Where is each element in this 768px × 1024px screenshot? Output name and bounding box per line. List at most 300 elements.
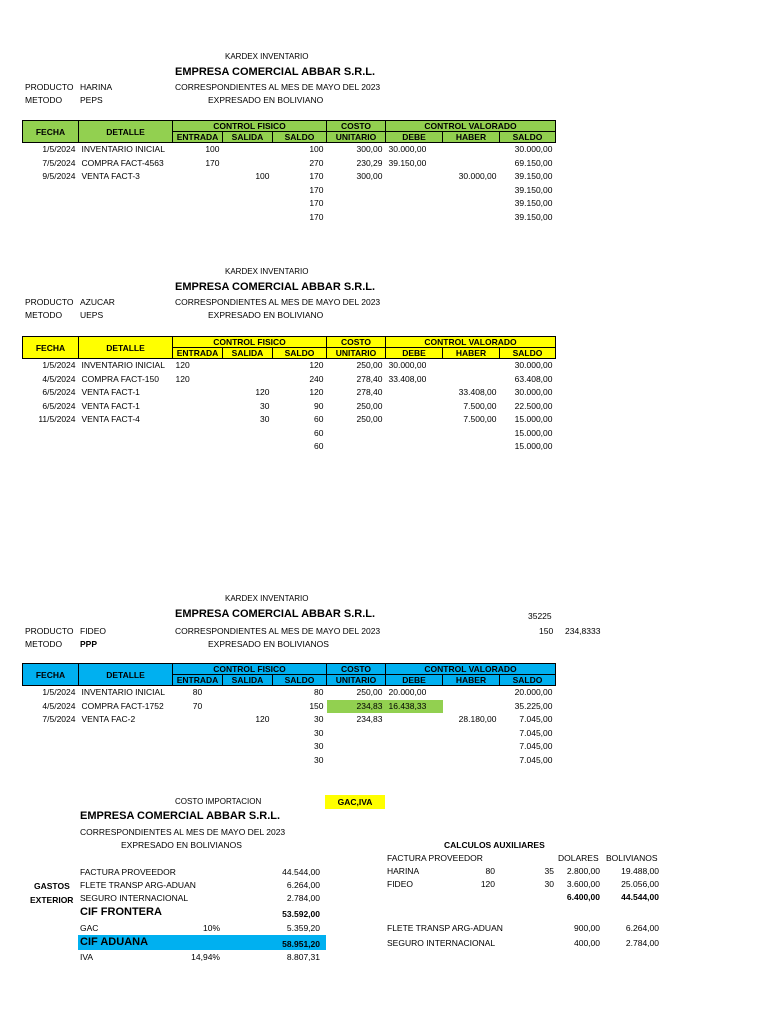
cell-debe (386, 727, 443, 741)
kardex3-table (22, 663, 556, 767)
cell-haber (443, 373, 500, 387)
cell-haber (443, 754, 500, 768)
table-row (23, 713, 556, 727)
aux-flete-usd: 900,00 (574, 923, 600, 933)
kardex1-expr: EXPRESADO EN BOLIVIANO (208, 95, 324, 105)
col-debe: DEBE (386, 348, 443, 359)
kardex3-side-avg: 234,8333 (565, 626, 601, 636)
kardex2-title: KARDEX INVENTARIO (225, 267, 309, 276)
cell-detalle (79, 197, 173, 211)
cell-saldo: 30 (314, 741, 324, 751)
aux-harina-price: 35 (544, 866, 554, 876)
col-control-fisico: CONTROL FISICO (173, 664, 327, 675)
cell-entrada: 120 (175, 360, 190, 370)
cell-detalle: VENTA FACT-1 (81, 400, 140, 411)
cell-fecha (23, 184, 79, 198)
cell-salida (223, 184, 273, 198)
cell-vsaldo: 20.000,00 (514, 687, 553, 697)
aux-fideo-usd: 3.600,00 (566, 879, 600, 889)
cell-costo-highlighted: 234,83 (327, 700, 386, 714)
cell-vsaldo: 39.150,00 (514, 184, 553, 195)
cell-detalle (79, 211, 173, 225)
cell-debe (386, 400, 443, 414)
kardex3-metodo: PPP (80, 639, 98, 649)
table-row (23, 413, 556, 427)
cell-haber (443, 727, 500, 741)
factura-proveedor-label: FACTURA PROVEEDOR (80, 867, 176, 877)
col-fecha: FECHA (23, 664, 79, 686)
aux-seguro-usd: 400,00 (574, 938, 600, 948)
cell-haber (443, 197, 500, 211)
kardex1-metodo: PEPS (80, 95, 103, 105)
cell-saldo: 60 (314, 414, 324, 424)
cell-fecha: 7/5/2024 (42, 157, 76, 168)
cell-costo: 278,40 (356, 373, 383, 384)
cell-fecha (23, 727, 79, 741)
aux-fideo-qty: 120 (480, 879, 495, 889)
table-row (23, 170, 556, 184)
cell-debe: 33.408,00 (388, 373, 427, 384)
cell-vsaldo: 15.000,00 (514, 414, 553, 424)
col-control-valorado: CONTROL VALORADO (386, 664, 556, 675)
cell-haber (443, 440, 500, 454)
cell-costo: 300,00 (356, 144, 383, 154)
cell-debe (386, 197, 443, 211)
cell-debe: 20.000,00 (388, 687, 427, 697)
flete-value: 6.264,00 (286, 880, 320, 890)
table-row (23, 184, 556, 198)
table-row (23, 727, 556, 741)
cell-saldo: 90 (314, 400, 324, 411)
cell-fecha: 7/5/2024 (42, 714, 76, 724)
cell-saldo: 120 (309, 387, 324, 397)
cell-vsaldo: 35.225,00 (514, 700, 553, 711)
col-debe: DEBE (386, 675, 443, 686)
col-salida: SALIDA (223, 132, 273, 143)
kardex2-period: CORRESPONDIENTES AL MES DE MAYO DEL 2023 (175, 297, 381, 307)
cell-costo: 250,00 (356, 360, 383, 370)
col-haber: HABER (443, 675, 500, 686)
cell-entrada: 80 (192, 687, 203, 697)
col-saldo: SALDO (273, 348, 327, 359)
cell-salida (223, 700, 273, 714)
cell-fecha (23, 197, 79, 211)
cell-detalle: VENTA FACT-1 (81, 387, 140, 397)
kardex3-producto-label: PRODUCTO (25, 626, 74, 636)
cell-debe (386, 713, 443, 727)
cell-haber: 33.408,00 (458, 387, 497, 397)
kardex2-metodo-label: METODO (25, 310, 63, 320)
cell-saldo: 270 (309, 157, 324, 168)
cell-entrada (173, 211, 223, 225)
table-row (23, 211, 556, 225)
cell-vsaldo: 7.045,00 (519, 727, 553, 738)
kardex3-metodo-label: METODO (25, 639, 63, 649)
cell-detalle (79, 740, 173, 754)
table-row (23, 359, 556, 373)
col-saldo: SALDO (273, 132, 327, 143)
kardex2-company: EMPRESA COMERCIAL ABBAR S.R.L. (175, 281, 376, 293)
aux-dolares-label: DOLARES (558, 853, 599, 863)
kardex1-company: EMPRESA COMERCIAL ABBAR S.R.L. (175, 66, 376, 78)
importacion-period: CORRESPONDIENTES AL MES DE MAYO DEL 2023 (80, 827, 286, 837)
cell-entrada: 100 (205, 144, 220, 154)
table-row (23, 440, 556, 454)
cell-saldo: 100 (309, 144, 324, 154)
cell-detalle: INVENTARIO INICIAL (81, 144, 165, 154)
cell-debe (386, 170, 443, 184)
cell-salida (223, 427, 273, 441)
cell-detalle: VENTA FACT-4 (81, 414, 140, 424)
col-costo: COSTO (327, 664, 386, 675)
gac-iva-tag: GAC,IVA (325, 795, 385, 809)
gac-label: GAC (80, 923, 99, 933)
cell-entrada (173, 440, 223, 454)
gac-percent: 10% (202, 923, 220, 933)
kardex3-title: KARDEX INVENTARIO (225, 594, 309, 603)
aux-harina-usd: 2.800,00 (566, 866, 600, 876)
cell-saldo: 30 (314, 727, 324, 738)
seguro-label: SEGURO INTERNACIONAL (80, 893, 189, 903)
cell-entrada (173, 197, 223, 211)
cell-debe (386, 740, 443, 754)
aux-flete-label: FLETE TRANSP ARG-ADUAN (387, 923, 503, 933)
col-unitario: UNITARIO (327, 132, 386, 143)
cell-haber: 7.500,00 (463, 414, 497, 424)
cell-debe (386, 754, 443, 768)
cell-haber: 7.500,00 (463, 400, 497, 411)
cell-fecha (23, 740, 79, 754)
cell-detalle: VENTA FACT-3 (81, 171, 140, 181)
cell-salida (223, 197, 273, 211)
cell-salida (223, 440, 273, 454)
col-entrada: ENTRADA (173, 348, 223, 359)
cell-debe: 30.000,00 (388, 360, 427, 370)
cell-detalle (79, 754, 173, 768)
cell-entrada: 170 (205, 157, 220, 168)
table-row (23, 754, 556, 768)
cell-detalle (79, 440, 173, 454)
cell-fecha (23, 440, 79, 454)
aux-seguro-bs: 2.784,00 (625, 938, 659, 948)
kardex2-metodo: UEPS (80, 310, 104, 320)
cell-haber (443, 359, 500, 373)
table-row (23, 143, 556, 157)
kardex1-producto-label: PRODUCTO (25, 82, 74, 92)
table-row (23, 427, 556, 441)
aux-fideo-price: 30 (544, 879, 554, 889)
kardex1-title: KARDEX INVENTARIO (225, 52, 309, 61)
importacion-expr: EXPRESADO EN BOLIVIANOS (121, 840, 242, 850)
cell-saldo: 240 (309, 373, 324, 384)
table-row (23, 686, 556, 700)
kardex1-period: CORRESPONDIENTES AL MES DE MAYO DEL 2023 (175, 82, 381, 92)
cell-haber (443, 686, 500, 700)
cell-haber: 28.180,00 (458, 714, 497, 724)
cell-debe (386, 413, 443, 427)
cell-detalle (79, 427, 173, 441)
col-control-valorado: CONTROL VALORADO (386, 121, 556, 132)
cell-fecha (23, 211, 79, 225)
aux-seguro-label: SEGURO INTERNACIONAL (387, 938, 496, 948)
cell-detalle: INVENTARIO INICIAL (81, 360, 165, 370)
table-row (23, 197, 556, 211)
cell-fecha: 9/5/2024 (42, 171, 76, 181)
cell-debe (386, 211, 443, 225)
aux-bolivianos-label: BOLIVIANOS (606, 853, 658, 863)
cell-debe-highlighted: 16.438,33 (386, 700, 443, 714)
cell-costo: 230,29 (356, 157, 383, 168)
kardex1-table (22, 120, 556, 224)
cell-salida (223, 211, 273, 225)
gastos-label: GASTOS (34, 881, 70, 891)
cell-fecha: 4/5/2024 (42, 700, 76, 711)
col-saldo: SALDO (273, 675, 327, 686)
cell-vsaldo: 7.045,00 (519, 714, 553, 724)
cell-vsaldo: 15.000,00 (514, 441, 553, 451)
col-control-fisico: CONTROL FISICO (173, 337, 327, 348)
col-entrada: ENTRADA (173, 675, 223, 686)
cell-detalle: COMPRA FACT-1752 (81, 700, 164, 711)
col-vsaldo: SALDO (500, 348, 556, 359)
cell-debe: 39.150,00 (388, 157, 427, 168)
cell-entrada (173, 184, 223, 198)
factura-proveedor-value: 44.544,00 (282, 867, 320, 877)
cell-fecha: 11/5/2024 (38, 414, 76, 424)
col-entrada: ENTRADA (173, 132, 223, 143)
aux-flete-bs: 6.264,00 (625, 923, 659, 933)
cell-costo: 234,83 (356, 714, 383, 724)
col-detalle: DETALLE (79, 121, 173, 143)
iva-label: IVA (80, 952, 94, 962)
kardex2-expr: EXPRESADO EN BOLIVIANO (208, 310, 324, 320)
cell-salida: 30 (260, 400, 270, 411)
col-costo: COSTO (327, 337, 386, 348)
col-salida: SALIDA (223, 675, 273, 686)
col-salida: SALIDA (223, 348, 273, 359)
cell-salida: 120 (255, 387, 270, 397)
cell-detalle: COMPRA FACT-4563 (81, 157, 164, 168)
cell-salida (223, 373, 273, 387)
cell-haber (443, 211, 500, 225)
col-vsaldo: SALDO (500, 132, 556, 143)
col-detalle: DETALLE (79, 337, 173, 359)
cell-fecha: 6/5/2024 (42, 387, 76, 397)
cell-vsaldo: 39.150,00 (514, 171, 553, 181)
iva-value: 8.807,31 (286, 952, 320, 962)
cell-vsaldo: 30.000,00 (514, 387, 553, 397)
importacion-company: EMPRESA COMERCIAL ABBAR S.R.L. (80, 810, 281, 822)
kardex3-expr: EXPRESADO EN BOLIVIANOS (208, 639, 329, 649)
cell-entrada: 70 (192, 700, 203, 711)
kardex3-side-total: 35225 (528, 611, 552, 621)
cell-vsaldo: 22.500,00 (514, 400, 553, 411)
cell-vsaldo: 69.150,00 (514, 157, 553, 168)
col-haber: HABER (443, 132, 500, 143)
cell-fecha: 6/5/2024 (42, 400, 76, 411)
aux-total-bs: 44.544,00 (621, 892, 659, 902)
aux-harina-qty: 80 (485, 866, 495, 876)
table-row (23, 373, 556, 387)
aux-harina-label: HARINA (387, 866, 420, 876)
kardex3-company: EMPRESA COMERCIAL ABBAR S.R.L. (175, 608, 376, 620)
kardex2-producto: AZUCAR (80, 297, 115, 307)
cell-haber: 30.000,00 (458, 171, 497, 181)
cell-entrada (173, 400, 223, 414)
col-control-fisico: CONTROL FISICO (173, 121, 327, 132)
cell-salida (223, 754, 273, 768)
cell-vsaldo: 7.045,00 (519, 754, 553, 765)
cell-costo (327, 211, 386, 225)
cell-debe (386, 440, 443, 454)
cell-vsaldo: 30.000,00 (514, 360, 553, 370)
cell-salida: 100 (255, 171, 270, 181)
cell-vsaldo: 30.000,00 (514, 144, 553, 154)
cell-costo (327, 427, 386, 441)
cell-vsaldo: 63.408,00 (514, 373, 553, 384)
col-debe: DEBE (386, 132, 443, 143)
col-fecha: FECHA (23, 121, 79, 143)
cell-fecha: 4/5/2024 (42, 373, 76, 384)
cell-fecha (23, 754, 79, 768)
cell-entrada (173, 170, 223, 184)
cell-costo: 250,00 (356, 400, 383, 411)
table-row (23, 700, 556, 714)
cif-aduana-value: 58.951,20 (282, 939, 320, 949)
cell-salida (223, 686, 273, 700)
cell-saldo: 120 (309, 360, 324, 370)
cell-entrada (173, 386, 223, 400)
cell-fecha: 1/5/2024 (42, 144, 76, 154)
cell-detalle (79, 184, 173, 198)
cell-vsaldo: 7.045,00 (519, 741, 553, 751)
cell-fecha: 1/5/2024 (42, 687, 76, 697)
table-row (23, 740, 556, 754)
cell-saldo: 60 (314, 441, 324, 451)
cell-costo: 250,00 (356, 414, 383, 424)
exterior-label: EXTERIOR (30, 895, 74, 905)
cell-costo: 300,00 (356, 171, 383, 181)
table-row (23, 157, 556, 171)
col-control-valorado: CONTROL VALORADO (386, 337, 556, 348)
cell-costo (327, 740, 386, 754)
cell-entrada (173, 413, 223, 427)
aux-factura-label: FACTURA PROVEEDOR (387, 853, 483, 863)
cell-saldo: 170 (309, 211, 324, 222)
table-row (23, 400, 556, 414)
col-vsaldo: SALDO (500, 675, 556, 686)
cif-aduana-label: CIF ADUANA (80, 936, 149, 948)
col-detalle: DETALLE (79, 664, 173, 686)
cell-entrada (173, 427, 223, 441)
col-unitario: UNITARIO (327, 675, 386, 686)
cell-fecha: 1/5/2024 (42, 360, 76, 370)
cell-entrada: 120 (175, 373, 190, 384)
cell-debe (386, 427, 443, 441)
cell-vsaldo: 15.000,00 (514, 427, 553, 438)
auxiliares-title: CALCULOS AUXILIARES (444, 840, 545, 850)
cell-salida (223, 143, 273, 157)
kardex2-producto-label: PRODUCTO (25, 297, 74, 307)
cell-haber (443, 157, 500, 171)
cell-entrada (173, 754, 223, 768)
cell-fecha (23, 427, 79, 441)
cell-costo (327, 754, 386, 768)
cell-saldo: 170 (309, 184, 324, 195)
seguro-value: 2.784,00 (286, 893, 320, 903)
col-costo: COSTO (327, 121, 386, 132)
cell-entrada (173, 740, 223, 754)
cell-debe: 30.000,00 (388, 144, 427, 154)
cell-saldo: 170 (309, 198, 324, 208)
kardex3-period: CORRESPONDIENTES AL MES DE MAYO DEL 2023 (175, 626, 381, 636)
cell-detalle (79, 727, 173, 741)
cell-entrada (173, 713, 223, 727)
cell-entrada (173, 727, 223, 741)
gac-value: 5.359,20 (286, 923, 320, 933)
aux-fideo-label: FIDEO (387, 879, 413, 889)
importacion-title: COSTO IMPORTACION (175, 797, 262, 806)
aux-fideo-bs: 25.056,00 (621, 879, 659, 889)
cell-salida (223, 359, 273, 373)
cell-salida (223, 727, 273, 741)
cell-debe (386, 386, 443, 400)
kardex1-producto: HARINA (80, 82, 113, 92)
kardex3-side-qty: 150 (539, 626, 554, 636)
cell-costo (327, 197, 386, 211)
cell-detalle: COMPRA FACT-150 (81, 373, 159, 384)
iva-percent: 14,94% (191, 952, 220, 962)
cell-saldo: 60 (314, 427, 324, 438)
cell-costo (327, 727, 386, 741)
kardex1-metodo-label: METODO (25, 95, 63, 105)
cell-detalle: VENTA FAC-2 (81, 714, 136, 724)
col-unitario: UNITARIO (327, 348, 386, 359)
kardex3-producto: FIDEO (80, 626, 106, 636)
cell-costo (327, 184, 386, 198)
cell-haber (443, 143, 500, 157)
cell-saldo: 170 (309, 171, 324, 181)
kardex2-table (22, 336, 556, 454)
cell-salida (223, 740, 273, 754)
col-fecha: FECHA (23, 337, 79, 359)
aux-harina-bs: 19.488,00 (621, 866, 659, 876)
cell-haber (443, 427, 500, 441)
cell-vsaldo: 39.150,00 (514, 211, 553, 222)
cell-salida: 30 (260, 414, 270, 424)
flete-label: FLETE TRANSP ARG-ADUAN (80, 880, 196, 890)
cell-costo (327, 440, 386, 454)
cell-saldo: 30 (314, 714, 324, 724)
cell-vsaldo: 39.150,00 (514, 198, 553, 208)
cell-salida (223, 157, 273, 171)
cell-costo: 250,00 (356, 687, 383, 697)
cif-frontera-label: CIF FRONTERA (80, 906, 162, 918)
aux-total-usd: 6.400,00 (566, 892, 600, 902)
col-haber: HABER (443, 348, 500, 359)
cell-costo: 278,40 (356, 387, 383, 397)
table-row (23, 386, 556, 400)
cell-haber (443, 740, 500, 754)
cif-frontera-value: 53.592,00 (282, 909, 320, 919)
cell-debe (386, 184, 443, 198)
cell-saldo: 80 (314, 687, 324, 697)
cell-haber (443, 184, 500, 198)
cell-detalle: INVENTARIO INICIAL (81, 687, 165, 697)
cell-saldo: 30 (314, 754, 324, 765)
cell-haber (443, 700, 500, 714)
cell-saldo: 150 (309, 700, 324, 711)
